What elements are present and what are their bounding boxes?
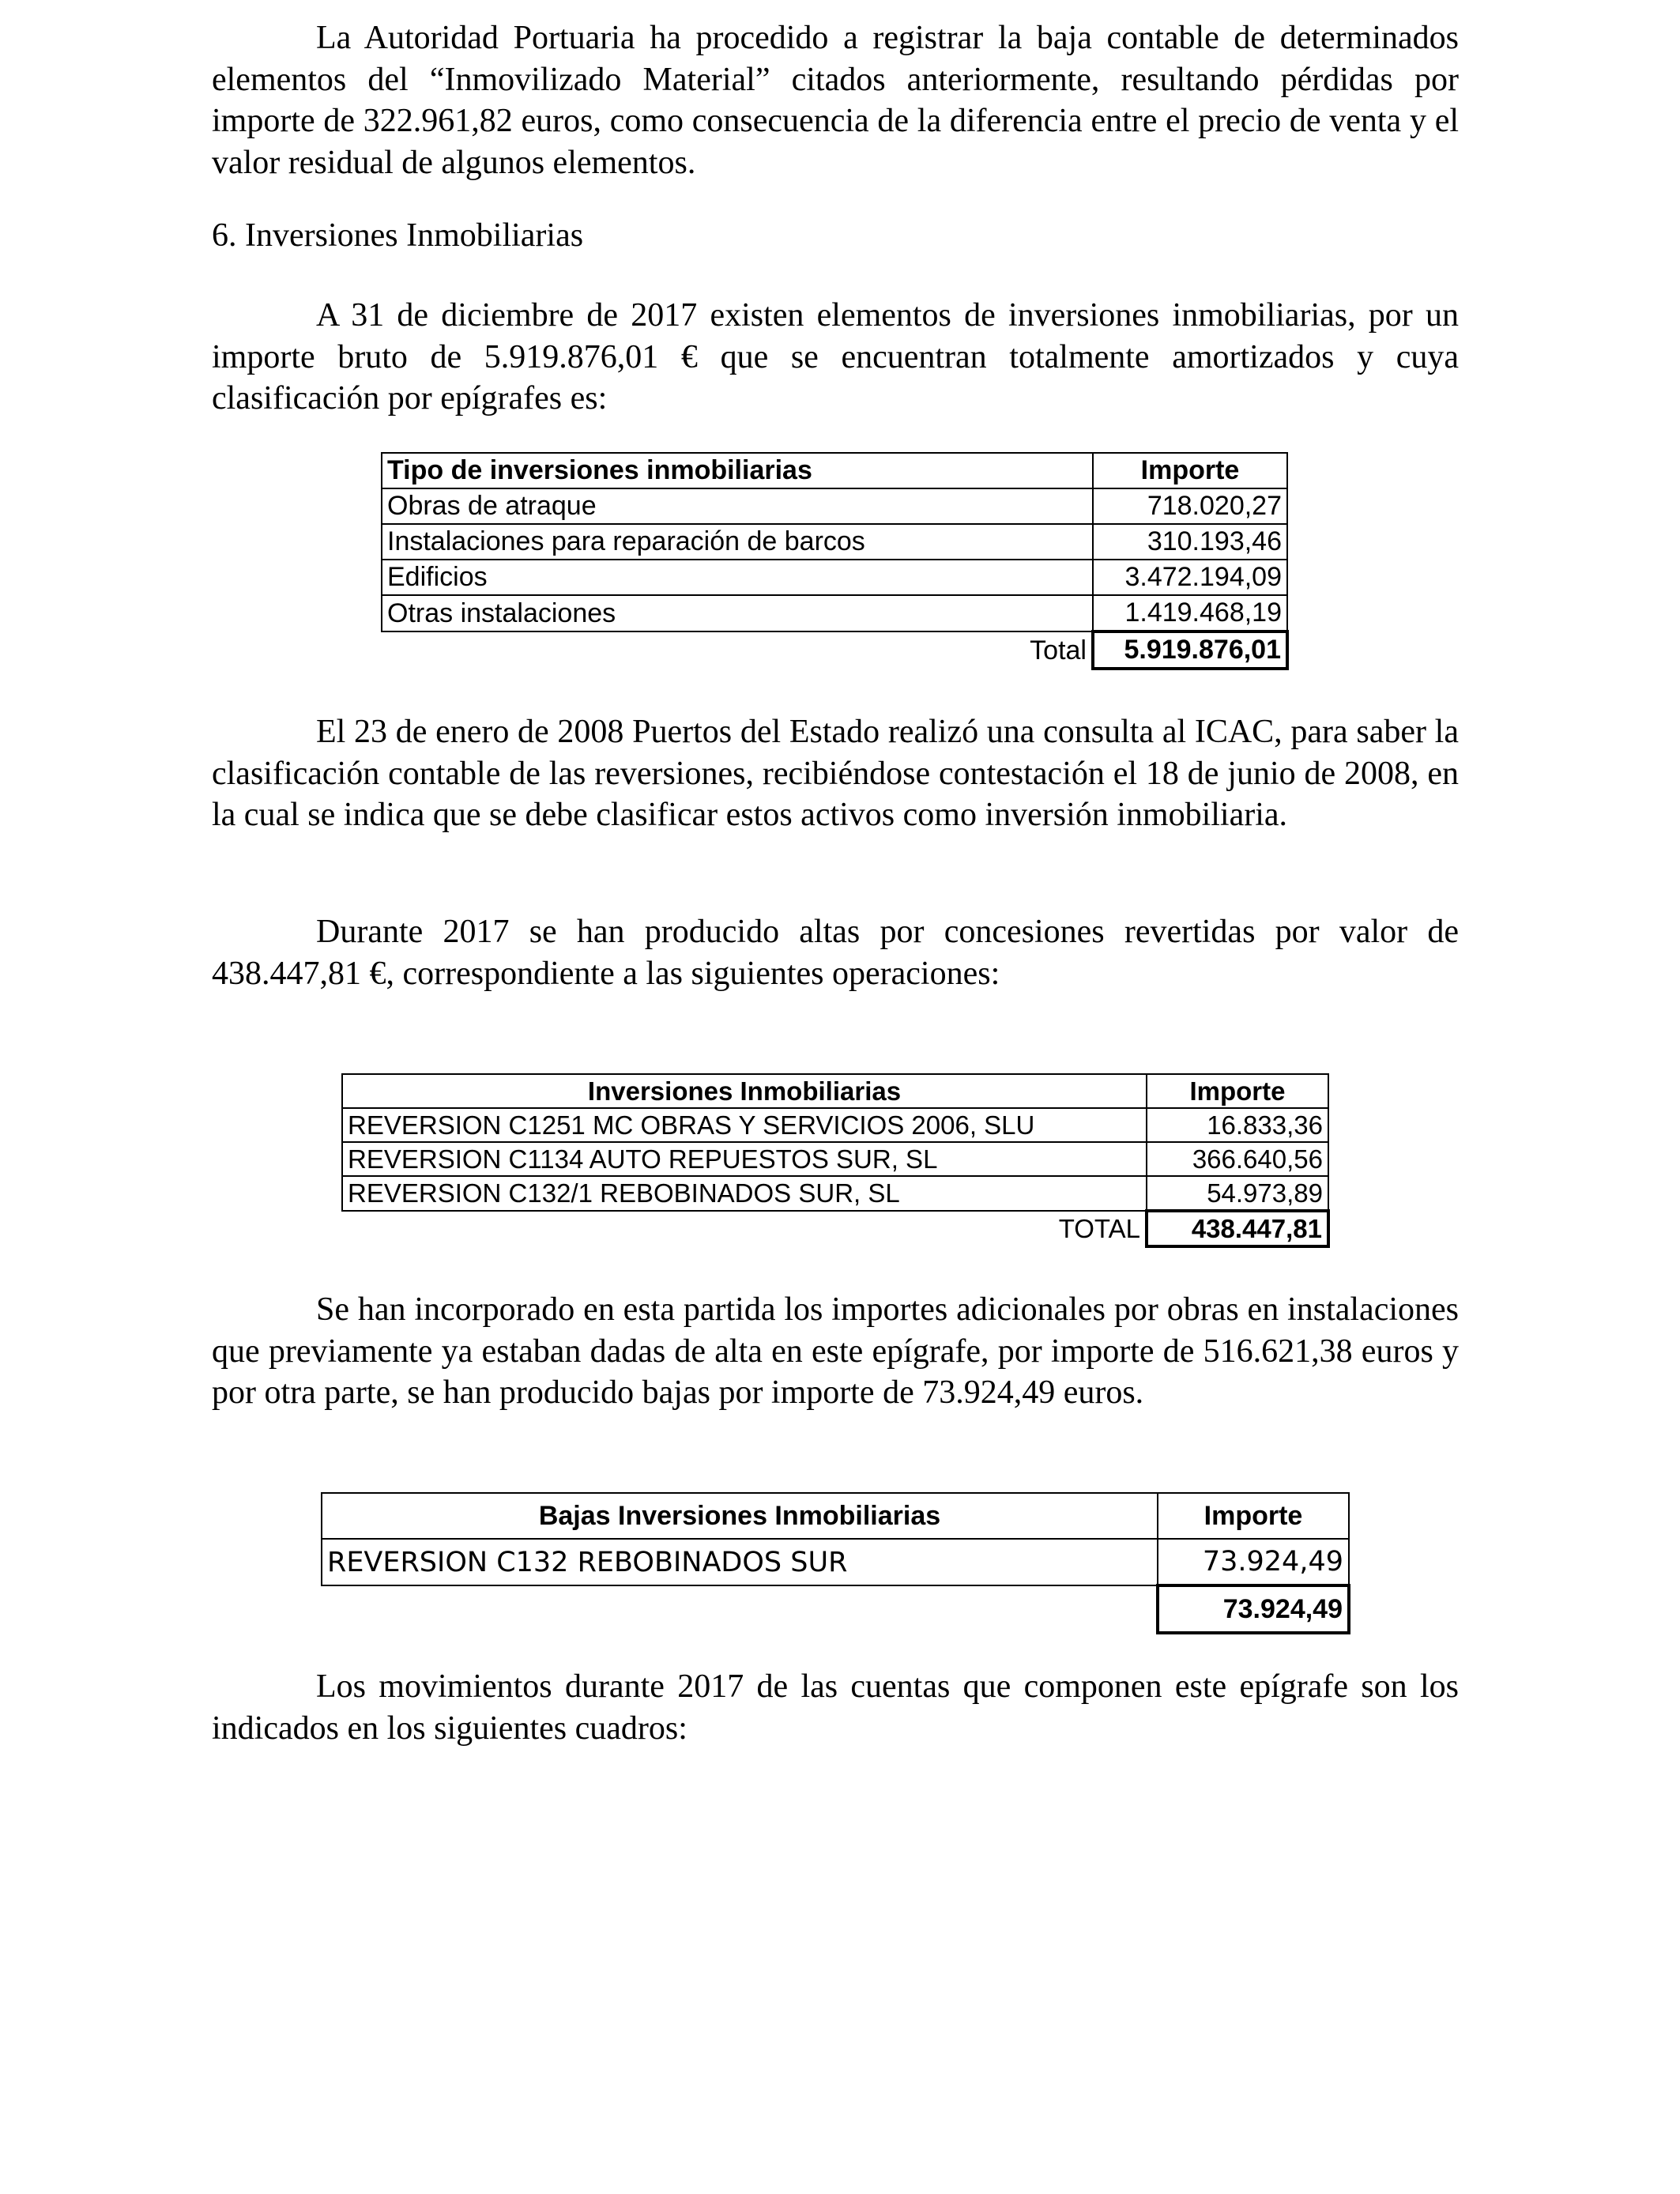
row-label: Edificios — [382, 560, 1093, 595]
row-amount: 1.419.468,19 — [1093, 595, 1287, 631]
row-label: REVERSION C132/1 REBOBINADOS SUR, SL — [342, 1176, 1147, 1211]
paragraph-movimientos: Los movimientos durante 2017 de las cuentas que componen este epígrafe son los indicados en los siguientes cuadros: — [212, 1668, 1459, 1747]
row-amount: 3.472.194,09 — [1093, 560, 1287, 595]
row-label: REVERSION C1134 AUTO REPUESTOS SUR, SL — [342, 1142, 1147, 1176]
row-amount: 310.193,46 — [1093, 524, 1287, 560]
section-heading: 6. Inversiones Inmobiliarias — [212, 217, 584, 254]
row-amount: 16.833,36 — [1147, 1108, 1328, 1142]
table-row — [382, 595, 1287, 631]
total-value: 5.919.876,01 — [1093, 631, 1287, 669]
total-spacer — [322, 1585, 1158, 1633]
total-row — [342, 1211, 1328, 1246]
paragraph-inversiones-intro: A 31 de diciembre de 2017 existen elementos de inversiones inmobiliarias, por un importe bruto de 5.919.876,01 € que se encuentran totalmente amortizados y cuya clasificación por epígrafes es: — [212, 297, 1459, 417]
investment-type-table — [381, 452, 1289, 670]
table-row — [382, 488, 1287, 524]
reversions-table — [341, 1073, 1330, 1248]
row-label: Instalaciones para reparación de barcos — [382, 524, 1093, 560]
bajas-table — [321, 1492, 1350, 1634]
total-row — [382, 631, 1287, 669]
paragraph-baja-contable: La Autoridad Portuaria ha procedido a registrar la baja contable de determinados elementos del “Inmovilizado Material” citados anteriormente, resultando pérdidas por importe de 322.961,82 euros, como consecuencia de la diferencia entre el precio de venta y el valor residual de algunos elementos. — [212, 20, 1459, 181]
table-header-row — [322, 1493, 1349, 1539]
row-label: REVERSION C132 REBOBINADOS SUR — [322, 1539, 1158, 1585]
total-label: TOTAL — [342, 1211, 1147, 1246]
table-header-row — [342, 1074, 1328, 1108]
row-amount: 73.924,49 — [1158, 1539, 1349, 1585]
row-amount: 718.020,27 — [1093, 488, 1287, 524]
column-header-bajas: Bajas Inversiones Inmobiliarias — [322, 1493, 1158, 1539]
total-value: 73.924,49 — [1158, 1585, 1349, 1633]
table-row — [382, 524, 1287, 560]
table-row — [322, 1539, 1349, 1585]
column-header-amount: Importe — [1093, 453, 1287, 488]
column-header-amount: Importe — [1158, 1493, 1349, 1539]
column-header-amount: Importe — [1147, 1074, 1328, 1108]
paragraph-icac-consulta: El 23 de enero de 2008 Puertos del Estado realizó una consulta al ICAC, para saber la clasificación contable de las reversiones, recibiéndose contestación el 18 de junio de 2008, en la cual se indica que se debe clasificar estos activos como inversión inmobiliaria. — [212, 714, 1459, 833]
table-row — [342, 1176, 1328, 1211]
total-value: 438.447,81 — [1147, 1211, 1328, 1246]
row-amount: 366.640,56 — [1147, 1142, 1328, 1176]
total-label: Total — [382, 631, 1093, 669]
column-header-investments: Inversiones Inmobiliarias — [342, 1074, 1147, 1108]
row-label: REVERSION C1251 MC OBRAS Y SERVICIOS 2006, SLU — [342, 1108, 1147, 1142]
total-row — [322, 1585, 1349, 1633]
column-header-type: Tipo de inversiones inmobiliarias — [382, 453, 1093, 488]
table-row — [382, 560, 1287, 595]
paragraph-altas-concesiones: Durante 2017 se han producido altas por concesiones revertidas por valor de 438.447,81 €, correspondiente a las siguientes operaciones: — [212, 914, 1459, 992]
row-label: Obras de atraque — [382, 488, 1093, 524]
row-label: Otras instalaciones — [382, 595, 1093, 631]
row-amount: 54.973,89 — [1147, 1176, 1328, 1211]
table-header-row — [382, 453, 1287, 488]
paragraph-importes-adicionales: Se han incorporado en esta partida los importes adicionales por obras en instalaciones que previamente ya estaban dadas de alta en este epígrafe, por importe de 516.621,38 euros y por otra parte, se han producido bajas por importe de 73.924,49 euros. — [212, 1291, 1459, 1411]
table-row — [342, 1142, 1328, 1176]
table-row — [342, 1108, 1328, 1142]
